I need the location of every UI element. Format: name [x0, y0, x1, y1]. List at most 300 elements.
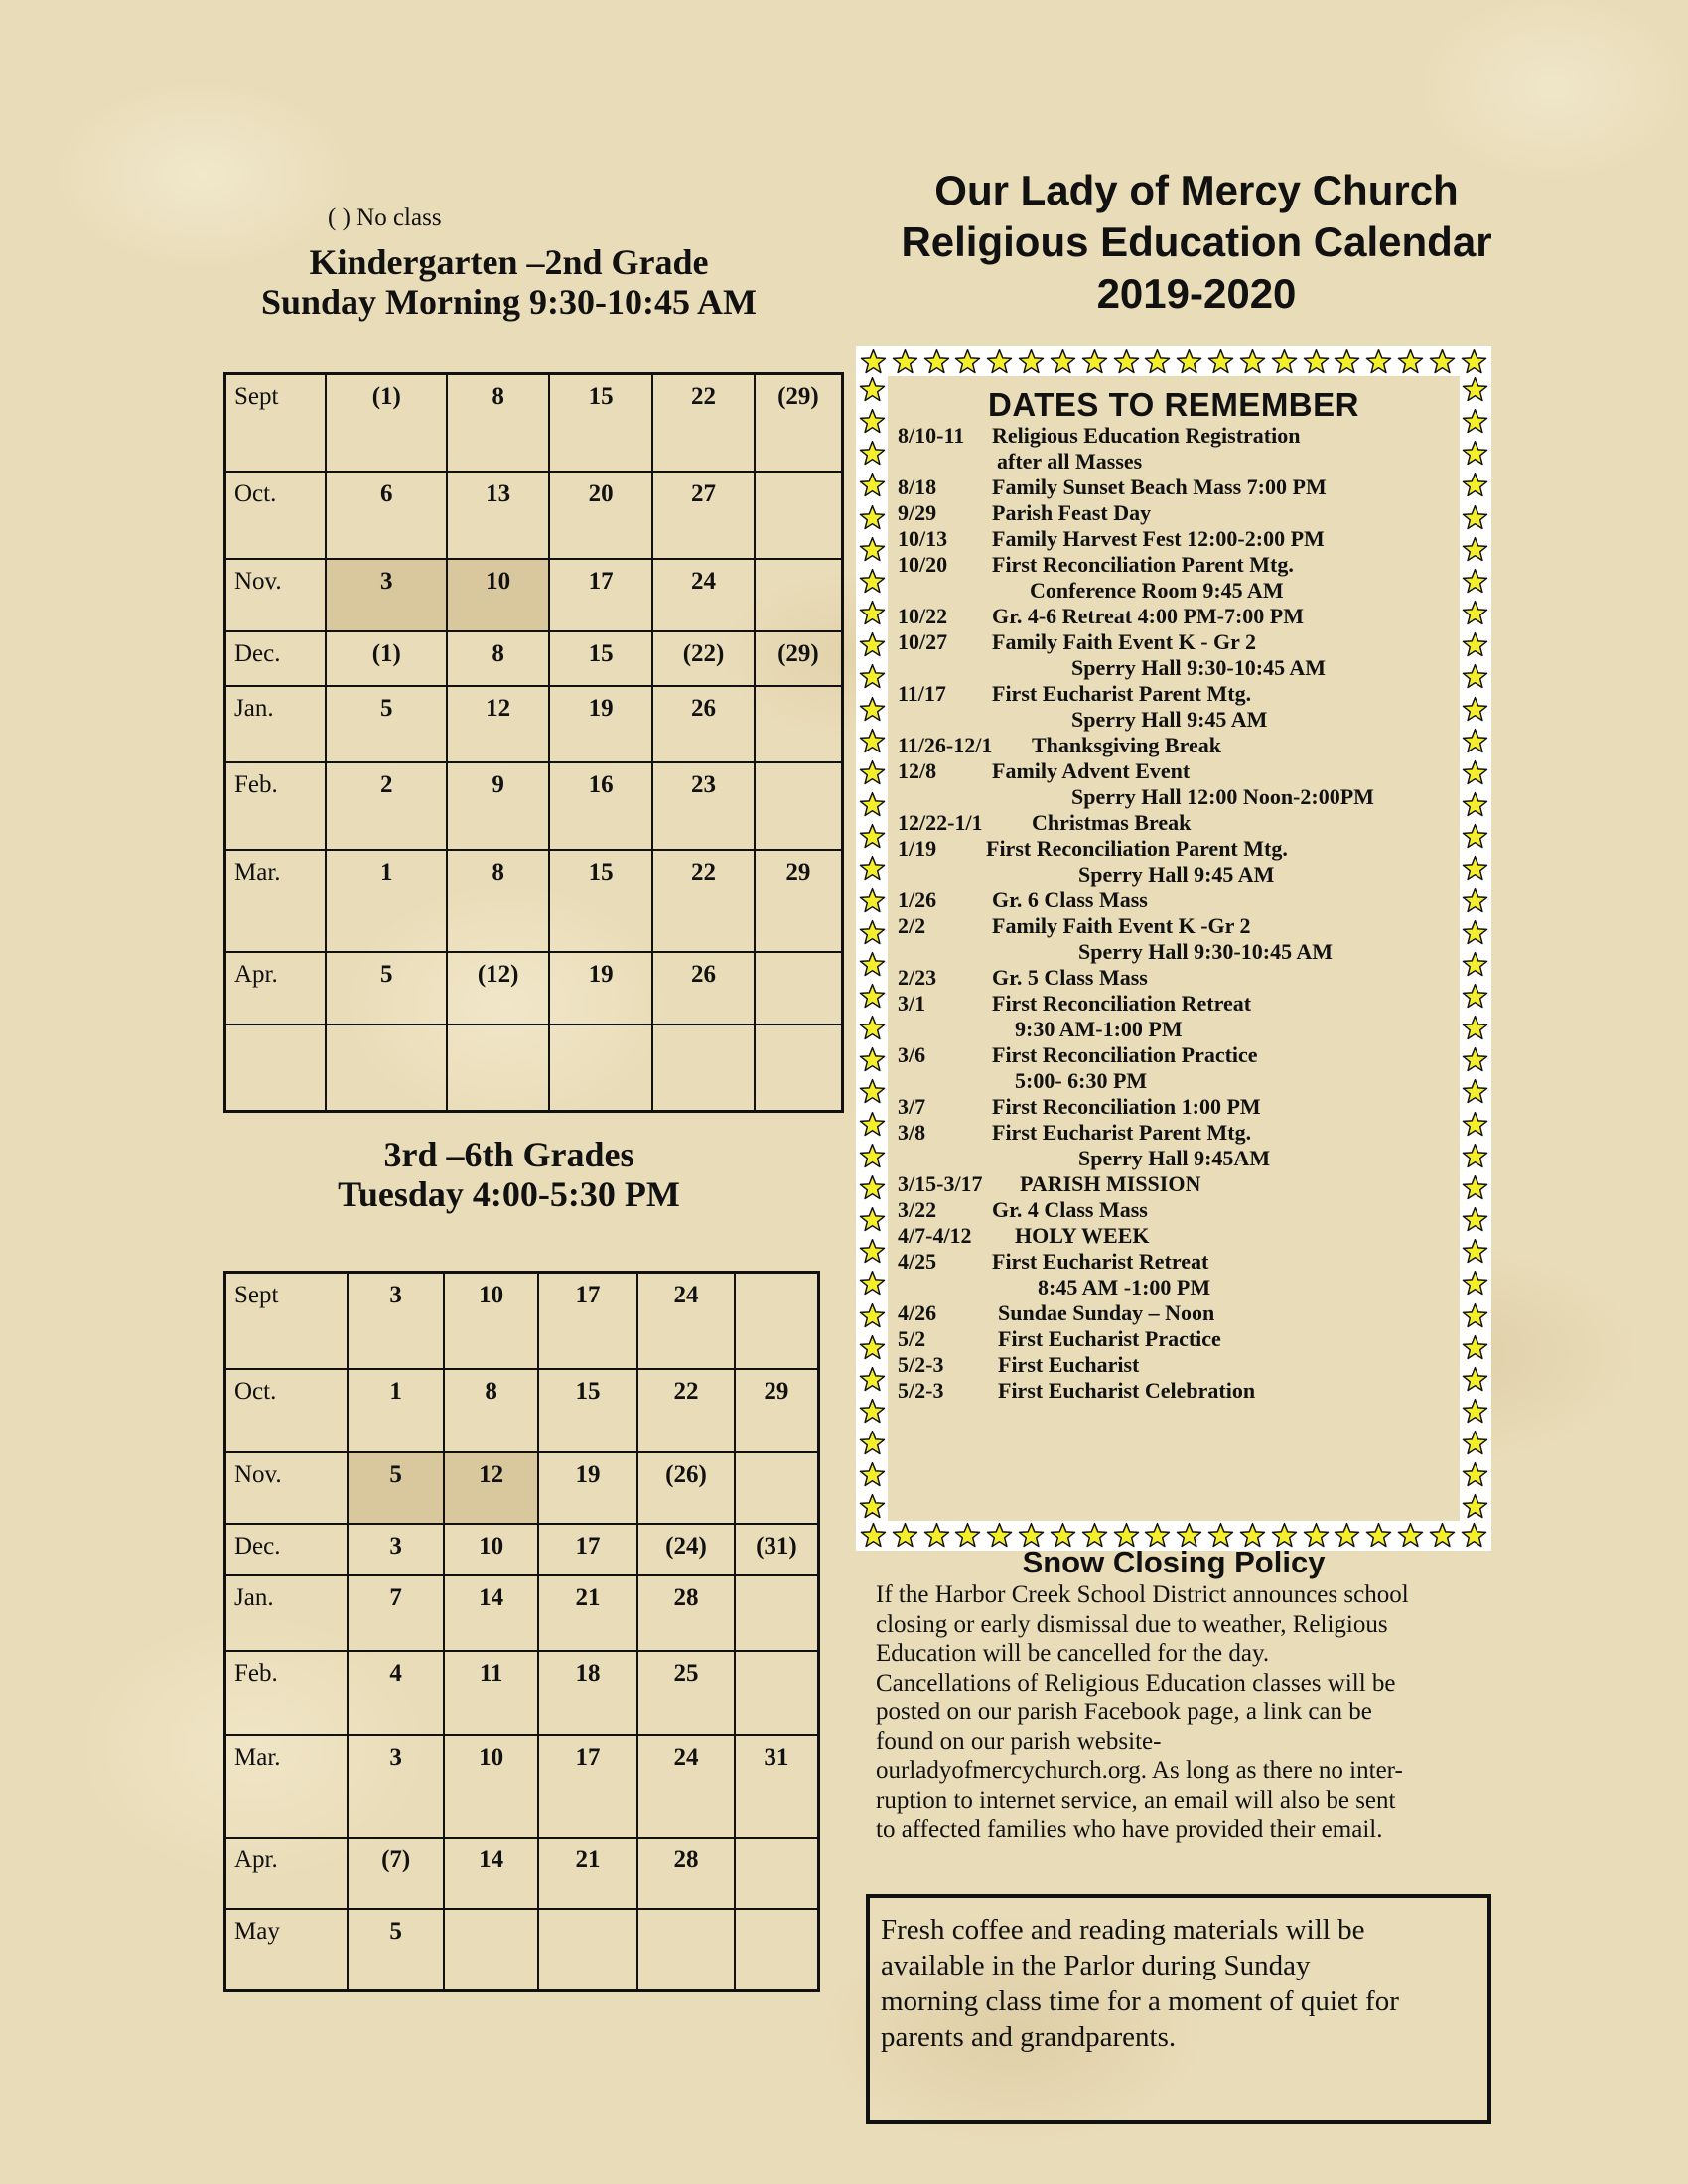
event-text: First Eucharist	[998, 1352, 1140, 1377]
event-text: Family Faith Event K -Gr 2	[992, 913, 1251, 938]
event-date: 10/27	[898, 629, 948, 654]
day-cell: 3	[348, 1273, 444, 1369]
star-icon	[954, 348, 981, 375]
star-icon	[859, 728, 886, 754]
event-row	[898, 733, 1460, 758]
month-cell: Sept	[225, 374, 327, 472]
star-icon	[1176, 348, 1202, 375]
coffee-line: available in the Parlor during Sunday	[881, 1950, 1311, 1981]
event-text: Sperry Hall 9:45 AM	[1078, 862, 1275, 887]
star-icon	[1462, 1398, 1488, 1425]
calendar-row	[225, 1024, 843, 1112]
event-text: Gr. 5 Class Mass	[992, 965, 1148, 990]
star-icon	[1462, 759, 1488, 786]
event-text: First Reconciliation Parent Mtg.	[986, 836, 1288, 861]
star-icon	[1462, 1111, 1488, 1138]
event-date: 3/7	[898, 1094, 926, 1119]
day-cell	[444, 1909, 537, 1991]
day-cell	[326, 1024, 447, 1112]
day-cell: 18	[538, 1651, 637, 1735]
event-date: 5/2-3	[898, 1352, 944, 1377]
day-cell: 10	[444, 1273, 537, 1369]
day-cell: 25	[637, 1651, 735, 1735]
day-cell: 29	[735, 1369, 819, 1452]
event-row	[898, 1352, 1460, 1378]
month-cell: Sept	[225, 1273, 348, 1369]
star-icon	[1113, 348, 1140, 375]
event-row	[898, 1326, 1460, 1352]
event-date: 8/10-11	[898, 423, 965, 448]
star-icon	[923, 348, 950, 375]
star-icon	[986, 348, 1013, 375]
event-row	[898, 913, 1460, 939]
event-row	[898, 475, 1460, 500]
calendar-table-k2	[223, 372, 844, 1113]
star-icon	[1462, 1430, 1488, 1456]
day-cell: 12	[447, 686, 549, 762]
day-cell: 7	[348, 1575, 444, 1651]
event-row	[898, 1197, 1460, 1223]
star-icon	[859, 1334, 886, 1361]
day-cell: 6	[326, 472, 447, 559]
star-icon	[1462, 855, 1488, 882]
snow-policy-text	[876, 1580, 1472, 1844]
day-cell	[755, 762, 843, 850]
star-icon	[859, 1302, 886, 1329]
event-text: Conference Room 9:45 AM	[1030, 578, 1284, 603]
month-cell: Apr.	[225, 952, 327, 1024]
policy-line: ruption to internet service, an email will also be sent	[876, 1786, 1396, 1814]
event-text: Sperry Hall 9:30-10:45 AM	[1078, 939, 1334, 964]
day-cell: 8	[444, 1369, 537, 1452]
coffee-note	[866, 1894, 1491, 2124]
event-date: 8/18	[898, 475, 937, 499]
schedule-heading-k2	[199, 242, 819, 322]
month-cell: Oct.	[225, 472, 327, 559]
event-row	[898, 965, 1460, 991]
event-row	[898, 991, 1460, 1017]
day-cell: 9	[447, 762, 549, 850]
day-cell	[735, 1838, 819, 1909]
schedule-heading-3-6	[199, 1135, 819, 1214]
star-icon	[859, 887, 886, 914]
star-icon	[1462, 472, 1488, 498]
schedule-title: 3rd –6th Grades	[383, 1135, 634, 1174]
event-text: 5:00- 6:30 PM	[1015, 1068, 1148, 1093]
event-text: PARISH MISSION	[1020, 1171, 1201, 1196]
calendar-row	[225, 472, 843, 559]
event-row	[898, 552, 1460, 578]
events-list	[898, 423, 1460, 1404]
star-icon	[1462, 1493, 1488, 1520]
day-cell: (12)	[447, 952, 549, 1024]
calendar-row	[225, 1575, 819, 1651]
event-date: 1/19	[898, 836, 937, 861]
star-icon	[859, 1270, 886, 1297]
star-icon	[859, 951, 886, 978]
event-row	[898, 862, 1460, 887]
star-icon	[1462, 504, 1488, 531]
day-cell	[755, 559, 843, 631]
star-icon	[1462, 1143, 1488, 1169]
event-row	[898, 526, 1460, 552]
day-cell: 1	[326, 850, 447, 952]
no-class-legend: ( ) No class	[328, 205, 442, 231]
day-cell: 5	[326, 686, 447, 762]
star-icon	[1462, 1302, 1488, 1329]
month-cell: Feb.	[225, 1651, 348, 1735]
month-cell: Nov.	[225, 559, 327, 631]
star-icon	[1462, 1238, 1488, 1265]
event-row	[898, 578, 1460, 604]
star-icon	[859, 536, 886, 563]
star-icon	[1462, 1206, 1488, 1233]
star-icon	[859, 919, 886, 946]
schedule-subtitle: Sunday Morning 9:30-10:45 AM	[260, 282, 758, 322]
event-text: Family Harvest Fest 12:00-2:00 PM	[992, 526, 1325, 551]
event-date: 3/15-3/17	[898, 1171, 983, 1196]
star-icon	[859, 600, 886, 626]
event-text: Family Faith Event K - Gr 2	[992, 629, 1257, 654]
event-date: 11/17	[898, 681, 946, 706]
star-icon	[1303, 348, 1330, 375]
event-row	[898, 1223, 1460, 1249]
day-cell: 24	[637, 1273, 735, 1369]
day-cell	[735, 1909, 819, 1991]
policy-line: closing or early dismissal due to weather, Religious	[876, 1610, 1388, 1638]
calendar-row	[225, 1524, 819, 1575]
star-icon	[860, 348, 887, 375]
event-date: 4/25	[898, 1249, 937, 1274]
event-row	[898, 1378, 1460, 1404]
event-text: Gr. 4 Class Mass	[992, 1197, 1148, 1222]
event-row	[898, 939, 1460, 965]
event-date: 12/22-1/1	[898, 810, 983, 835]
day-cell: 19	[549, 686, 652, 762]
star-icon	[1365, 348, 1392, 375]
month-cell: Feb.	[225, 762, 327, 850]
day-cell: 22	[652, 374, 755, 472]
star-icon	[859, 408, 886, 435]
event-text: Family Advent Event	[992, 758, 1191, 783]
day-cell: 2	[326, 762, 447, 850]
star-icon	[859, 1366, 886, 1393]
event-row	[898, 1146, 1460, 1171]
star-icon	[1462, 728, 1488, 754]
dates-panel	[888, 376, 1460, 1521]
coffee-line: parents and grandparents.	[881, 2021, 1177, 2053]
star-icon	[1462, 791, 1488, 818]
event-row	[898, 1300, 1460, 1326]
day-cell: 8	[447, 631, 549, 686]
event-row	[898, 1017, 1460, 1042]
policy-line: to affected families who have provided their email.	[876, 1816, 1383, 1843]
star-icon	[1462, 951, 1488, 978]
event-row	[898, 604, 1460, 629]
month-cell: Nov.	[225, 1452, 348, 1524]
month-cell	[225, 1024, 327, 1112]
month-cell: Dec.	[225, 631, 327, 686]
star-icon	[859, 472, 886, 498]
title-line: 2019-2020	[1096, 270, 1297, 317]
day-cell: (29)	[755, 631, 843, 686]
event-date: 2/2	[898, 913, 926, 938]
day-cell: (1)	[326, 374, 447, 472]
event-date: 10/13	[898, 526, 948, 551]
day-cell: (22)	[652, 631, 755, 686]
event-text: Sperry Hall 9:45AM	[1078, 1146, 1271, 1170]
event-date: 10/22	[898, 604, 948, 628]
month-cell: Mar.	[225, 850, 327, 952]
event-row	[898, 655, 1460, 681]
star-icon	[859, 440, 886, 467]
star-icon	[859, 791, 886, 818]
month-cell: Apr.	[225, 1838, 348, 1909]
month-cell: Jan.	[225, 1575, 348, 1651]
star-icon	[859, 1078, 886, 1105]
calendar-row	[225, 1735, 819, 1838]
star-icon	[1462, 631, 1488, 658]
event-row	[898, 629, 1460, 655]
star-icon	[859, 823, 886, 850]
star-icon	[1462, 1270, 1488, 1297]
event-row	[898, 836, 1460, 862]
star-icon	[1462, 1046, 1488, 1073]
dates-to-remember-box	[856, 346, 1491, 1551]
star-icon	[1461, 348, 1487, 375]
day-cell: (24)	[637, 1524, 735, 1575]
star-icon	[1081, 348, 1108, 375]
star-icon	[859, 1238, 886, 1265]
day-cell: (29)	[755, 374, 843, 472]
month-cell: Jan.	[225, 686, 327, 762]
event-row	[898, 1120, 1460, 1146]
event-date: 3/1	[898, 991, 926, 1016]
calendar-row	[225, 686, 843, 762]
star-icon	[1239, 348, 1266, 375]
calendar-row	[225, 952, 843, 1024]
star-icon	[859, 696, 886, 723]
event-date: 1/26	[898, 887, 937, 912]
day-cell: 31	[735, 1735, 819, 1838]
day-cell: 5	[348, 1452, 444, 1524]
day-cell	[549, 1024, 652, 1112]
day-cell	[652, 1024, 755, 1112]
event-row	[898, 810, 1460, 836]
event-text: First Eucharist Parent Mtg.	[992, 1120, 1252, 1145]
day-cell: 24	[652, 559, 755, 631]
star-icon	[859, 504, 886, 531]
event-row	[898, 784, 1460, 810]
day-cell: (7)	[348, 1838, 444, 1909]
event-text: Thanksgiving Break	[1032, 733, 1221, 757]
day-cell: 3	[348, 1524, 444, 1575]
calendar-row	[225, 1651, 819, 1735]
day-cell: 17	[538, 1524, 637, 1575]
event-text: after all Masses	[997, 449, 1143, 474]
star-icon	[1462, 919, 1488, 946]
month-cell: May	[225, 1909, 348, 1991]
day-cell: 16	[549, 762, 652, 850]
calendar-table-3-6	[223, 1271, 820, 1992]
star-icon	[1462, 1461, 1488, 1488]
star-icon	[1050, 348, 1076, 375]
star-icon	[1462, 696, 1488, 723]
event-row	[898, 1042, 1460, 1068]
day-cell: 28	[637, 1838, 735, 1909]
event-row	[898, 707, 1460, 733]
calendar-row	[225, 631, 843, 686]
event-date: 4/26	[898, 1300, 937, 1325]
star-icon	[859, 1015, 886, 1041]
star-border-left	[859, 376, 886, 1521]
day-cell	[447, 1024, 549, 1112]
star-icon	[1397, 348, 1424, 375]
day-cell: 17	[538, 1273, 637, 1369]
event-text: 9:30 AM-1:00 PM	[1015, 1017, 1183, 1041]
day-cell: 14	[444, 1838, 537, 1909]
star-icon	[859, 1398, 886, 1425]
event-text: Sperry Hall 12:00 Noon-2:00PM	[1071, 784, 1374, 809]
star-icon	[859, 855, 886, 882]
day-cell: 11	[444, 1651, 537, 1735]
event-text: First Eucharist Celebration	[998, 1378, 1256, 1403]
star-icon	[859, 631, 886, 658]
star-icon	[859, 376, 886, 403]
day-cell: 19	[549, 952, 652, 1024]
star-icon	[1429, 348, 1456, 375]
event-row	[898, 1171, 1460, 1197]
day-cell: 29	[755, 850, 843, 952]
day-cell: 8	[447, 850, 549, 952]
calendar-row	[225, 1909, 819, 1991]
event-date: 5/2-3	[898, 1378, 944, 1403]
day-cell	[755, 686, 843, 762]
day-cell: 10	[444, 1524, 537, 1575]
star-icon	[1462, 823, 1488, 850]
day-cell: 10	[444, 1735, 537, 1838]
policy-line: found on our parish website-	[876, 1727, 1162, 1755]
day-cell	[538, 1909, 637, 1991]
star-icon	[1462, 1334, 1488, 1361]
day-cell: 17	[538, 1735, 637, 1838]
event-date: 11/26-12/1	[898, 733, 993, 757]
event-text: Parish Feast Day	[992, 500, 1152, 525]
policy-line: Cancellations of Religious Education classes will be	[876, 1669, 1396, 1697]
day-cell: 5	[326, 952, 447, 1024]
day-cell: 15	[549, 850, 652, 952]
event-text: First Reconciliation Parent Mtg.	[992, 552, 1294, 577]
calendar-row	[225, 1838, 819, 1909]
day-cell	[755, 472, 843, 559]
star-icon	[859, 1493, 886, 1520]
event-date: 3/6	[898, 1042, 926, 1067]
event-text: First Eucharist Parent Mtg.	[992, 681, 1252, 706]
event-text: First Eucharist Practice	[998, 1326, 1221, 1351]
star-icon	[859, 759, 886, 786]
star-icon	[859, 1206, 886, 1233]
month-cell: Oct.	[225, 1369, 348, 1452]
star-icon	[859, 663, 886, 690]
month-cell: Mar.	[225, 1735, 348, 1838]
event-row	[898, 1068, 1460, 1094]
event-date: 4/7-4/12	[898, 1223, 972, 1248]
day-cell: 5	[348, 1909, 444, 1991]
day-cell: 3	[326, 559, 447, 631]
day-cell: 26	[652, 952, 755, 1024]
star-icon	[892, 348, 918, 375]
event-text: Sperry Hall 9:30-10:45 AM	[1071, 655, 1327, 680]
policy-line: ourladyofmercychurch.org. As long as there no inter-	[876, 1757, 1403, 1784]
event-row	[898, 500, 1460, 526]
day-cell: 20	[549, 472, 652, 559]
day-cell	[755, 1024, 843, 1112]
star-icon	[1462, 568, 1488, 595]
coffee-line: Fresh coffee and reading materials will be	[881, 1914, 1365, 1946]
day-cell: 15	[538, 1369, 637, 1452]
policy-line: Education will be cancelled for the day.	[876, 1640, 1270, 1667]
snow-policy-title: Snow Closing Policy	[1022, 1545, 1326, 1579]
day-cell: 17	[549, 559, 652, 631]
event-row	[898, 758, 1460, 784]
day-cell	[637, 1909, 735, 1991]
day-cell: 15	[549, 631, 652, 686]
schedule-subtitle: Tuesday 4:00-5:30 PM	[338, 1174, 680, 1214]
star-icon	[1207, 348, 1234, 375]
coffee-line: morning class time for a moment of quiet for	[881, 1985, 1399, 2017]
star-icon	[859, 1461, 886, 1488]
policy-line: posted on our parish Facebook page, a link can be	[876, 1699, 1372, 1725]
day-cell: 24	[637, 1735, 735, 1838]
day-cell	[735, 1651, 819, 1735]
day-cell: 19	[538, 1452, 637, 1524]
day-cell: 14	[444, 1575, 537, 1651]
day-cell: (1)	[326, 631, 447, 686]
event-text: Family Sunset Beach Mass 7:00 PM	[992, 475, 1327, 499]
calendar-row	[225, 559, 843, 631]
calendar-row	[225, 1452, 819, 1524]
title-line: Our Lady of Mercy Church	[934, 167, 1459, 213]
event-text: Christmas Break	[1032, 810, 1192, 835]
star-icon	[859, 1430, 886, 1456]
event-date: 3/8	[898, 1120, 926, 1145]
event-row	[898, 449, 1460, 475]
star-icon	[1462, 1366, 1488, 1393]
event-text: Gr. 6 Class Mass	[992, 887, 1148, 912]
calendar-row	[225, 850, 843, 952]
day-cell: 21	[538, 1838, 637, 1909]
day-cell: 23	[652, 762, 755, 850]
day-cell: 26	[652, 686, 755, 762]
day-cell: 13	[447, 472, 549, 559]
event-text: First Reconciliation Retreat	[992, 991, 1252, 1016]
star-icon	[859, 568, 886, 595]
event-row	[898, 423, 1460, 449]
star-icon	[1462, 408, 1488, 435]
event-row	[898, 1094, 1460, 1120]
star-icon	[1462, 663, 1488, 690]
star-icon	[1334, 348, 1360, 375]
day-cell: 21	[538, 1575, 637, 1651]
star-icon	[859, 1174, 886, 1201]
dates-title: DATES TO REMEMBER	[988, 386, 1359, 423]
event-date: 3/22	[898, 1197, 937, 1222]
day-cell: 15	[549, 374, 652, 472]
star-icon	[1462, 983, 1488, 1010]
event-date: 12/8	[898, 758, 937, 783]
event-text: Sundae Sunday – Noon	[998, 1300, 1215, 1325]
star-icon	[859, 983, 886, 1010]
